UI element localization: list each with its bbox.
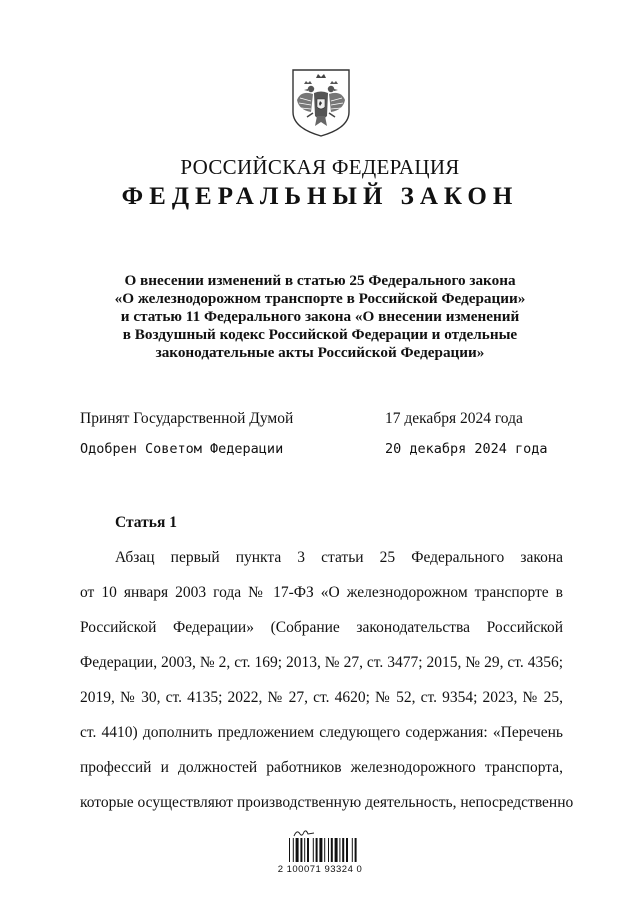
article-text-line: 2019, № 30, ст. 4135; 2022, № 27, ст. 4620; № 52, ст. 9354; 2023, № 25,	[80, 689, 563, 706]
article-text-line: от 10 января 2003 года № 17-ФЗ «О железнодорожном транспорте в	[80, 584, 563, 601]
article-body	[80, 540, 574, 820]
barcode-icon	[289, 838, 371, 862]
article-text-line: которые осуществляют производственную деятельность, непосредственно	[80, 794, 574, 811]
country-name: РОССИЙСКАЯ ФЕДЕРАЦИЯ	[180, 155, 460, 179]
double-headed-eagle-emblem-icon	[289, 66, 353, 138]
article-text-line: профессий и должностей работников железнодорожного транспорта,	[80, 759, 563, 776]
law-title-line: «О железнодорожном транспорте в Российской Федерации»	[114, 290, 526, 307]
law-title	[80, 272, 560, 362]
approval-date: 20 декабря 2024 года	[385, 441, 548, 457]
article-text-line: Российской Федерации» (Собрание законодательства Российской	[80, 619, 563, 636]
article-text-line: ст. 4410) дополнить предложением следующего содержания: «Перечень	[80, 724, 563, 741]
law-title-line: и статью 11 Федерального закона «О внесении изменений	[120, 308, 520, 325]
article-text-line: Федерации, 2003, № 2, ст. 169; 2013, № 27, ст. 3477; 2015, № 29, ст. 4356;	[80, 654, 563, 671]
law-title-line: О внесении изменений в статью 25 Федерального закона	[124, 272, 516, 289]
approval-body: Принят Государственной Думой	[80, 410, 294, 427]
law-title-line: в Воздушный кодекс Российской Федерации и отдельные	[122, 326, 518, 343]
approval-date: 17 декабря 2024 года	[385, 410, 523, 427]
article-heading: Статья 1	[115, 514, 177, 531]
handwritten-mark-icon	[293, 828, 315, 838]
barcode-number: 2 100071 93324 0	[277, 864, 363, 875]
law-type-heading: ФЕДЕРАЛЬНЫЙ ЗАКОН	[121, 183, 519, 210]
law-title-line: законодательные акты Российской Федерации»	[155, 344, 485, 361]
approval-body: Одобрен Советом Федерации	[80, 441, 284, 457]
article-text-line: Абзац первый пункта 3 статьи 25 Федерального закона	[115, 549, 563, 566]
